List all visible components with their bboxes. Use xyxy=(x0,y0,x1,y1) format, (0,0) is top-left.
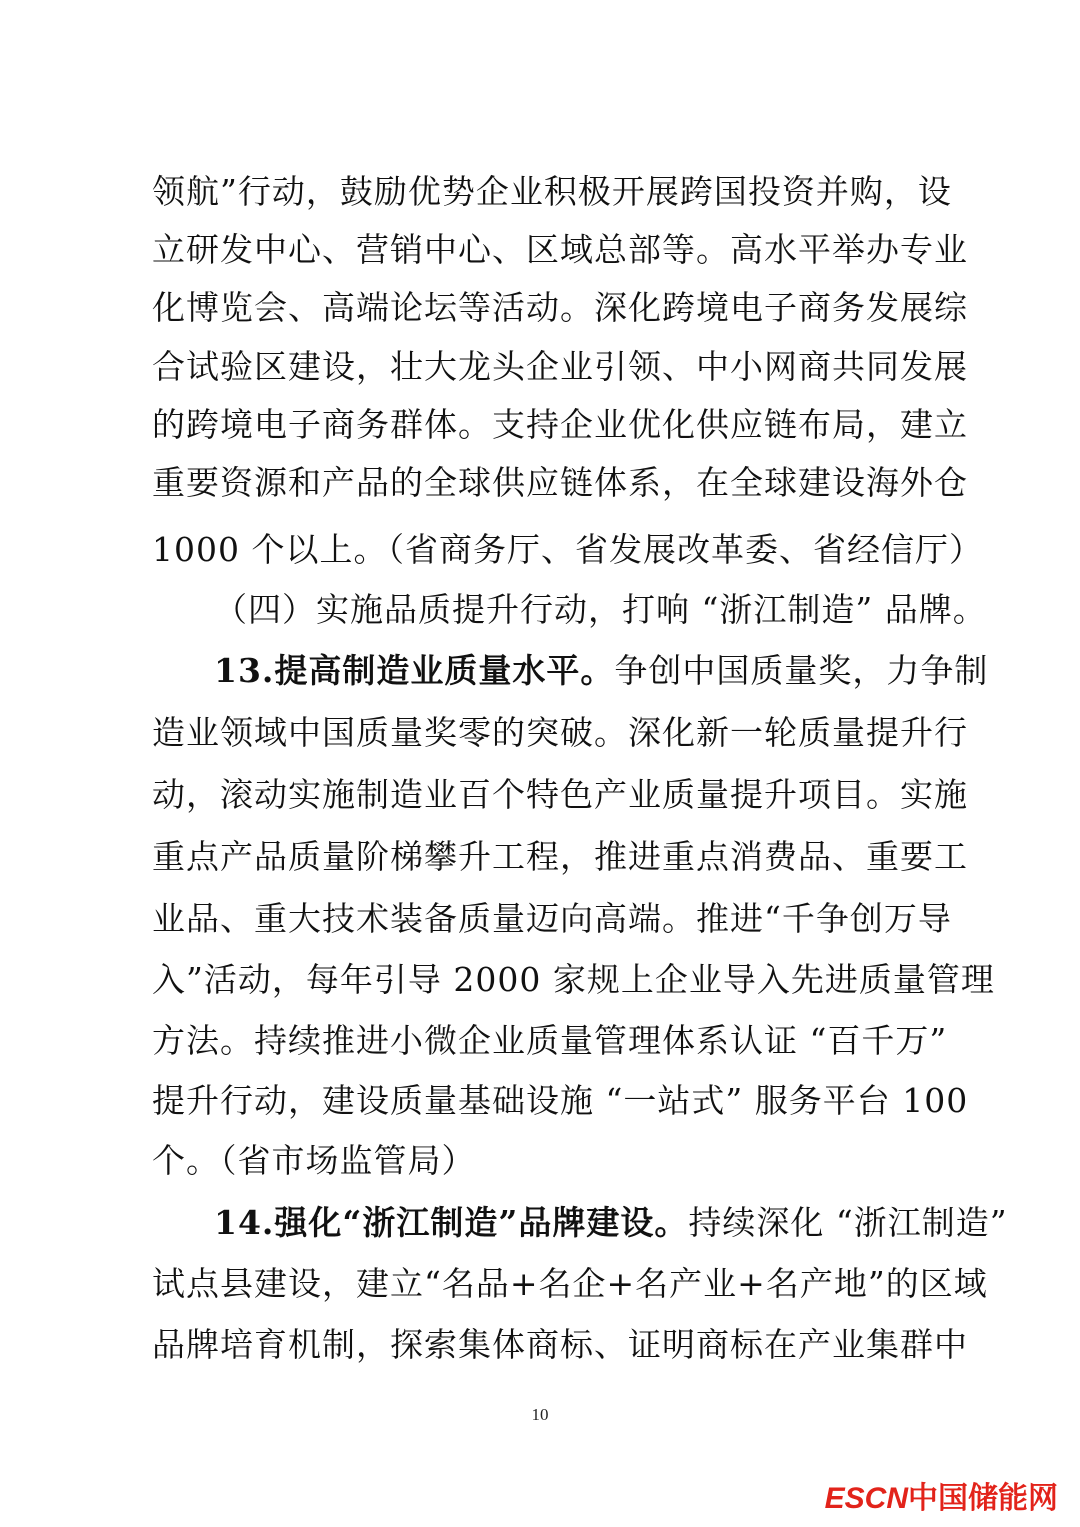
paragraph-line: 业品、重大技术装备质量迈向高端。推进“千争创万导 xyxy=(152,899,952,938)
paragraph-line: 的跨境电子商务群体。支持企业优化供应链布局，建立 xyxy=(152,405,968,444)
paragraph-line: 造业领域中国质量奖零的突破。深化新一轮质量提升行 xyxy=(152,713,968,752)
paragraph-line: 合试验区建设，壮大龙头企业引领、中小网商共同发展 xyxy=(152,347,968,386)
item-14-first-line-text: 持续深化 “浙江制造” xyxy=(688,1203,1008,1242)
paragraph-line: 方法。持续推进小微企业质量管理体系认证 “百千万” xyxy=(152,1021,948,1060)
section-heading: （四）实施品质提升行动，打响 “浙江制造” 品牌。 xyxy=(214,590,987,629)
paragraph-line: 提升行动，建设质量基础设施 “一站式” 服务平台 100 xyxy=(152,1081,969,1120)
paragraph-line: 重点产品质量阶梯攀升工程，推进重点消费品、重要工 xyxy=(152,837,968,876)
paragraph-line: 品牌培育机制，探索集体商标、证明商标在产业集群中 xyxy=(152,1325,968,1364)
item-14-first-line xyxy=(214,1203,1008,1243)
paragraph-line: 个。（省市场监管局） xyxy=(152,1141,476,1180)
watermark-latin: ESCN xyxy=(824,1482,908,1515)
item-13-title: 13.提高制造业质量水平。 xyxy=(214,651,615,690)
watermark-chinese: 中国储能网 xyxy=(908,1482,1058,1515)
item-13-first-line-text: 争创中国质量奖，力争制 xyxy=(614,651,989,690)
item-14-title: 14.强化“浙江制造”品牌建设。 xyxy=(214,1203,689,1242)
paragraph-line: 1000 个以上。（省商务厅、省发展改革委、省经信厅） xyxy=(152,530,983,569)
page-number: 10 xyxy=(531,1405,549,1424)
paragraph-line: 动，滚动实施制造业百个特色产业质量提升项目。实施 xyxy=(152,775,968,814)
escn-watermark-logo xyxy=(825,1482,1058,1516)
item-13-first-line xyxy=(214,651,989,691)
paragraph-line: 化博览会、高端论坛等活动。深化跨境电子商务发展综 xyxy=(152,288,968,327)
paragraph-line: 入”活动，每年引导 2000 家规上企业导入先进质量管理 xyxy=(152,960,995,999)
paragraph-line: 重要资源和产品的全球供应链体系，在全球建设海外仓 xyxy=(152,463,968,502)
paragraph-line: 领航”行动，鼓励优势企业积极开展跨国投资并购，设 xyxy=(152,172,952,211)
paragraph-line: 立研发中心、营销中心、区域总部等。高水平举办专业 xyxy=(152,230,968,269)
paragraph-line: 试点县建设，建立“名品+名企+名产业+名产地”的区域 xyxy=(152,1264,988,1303)
